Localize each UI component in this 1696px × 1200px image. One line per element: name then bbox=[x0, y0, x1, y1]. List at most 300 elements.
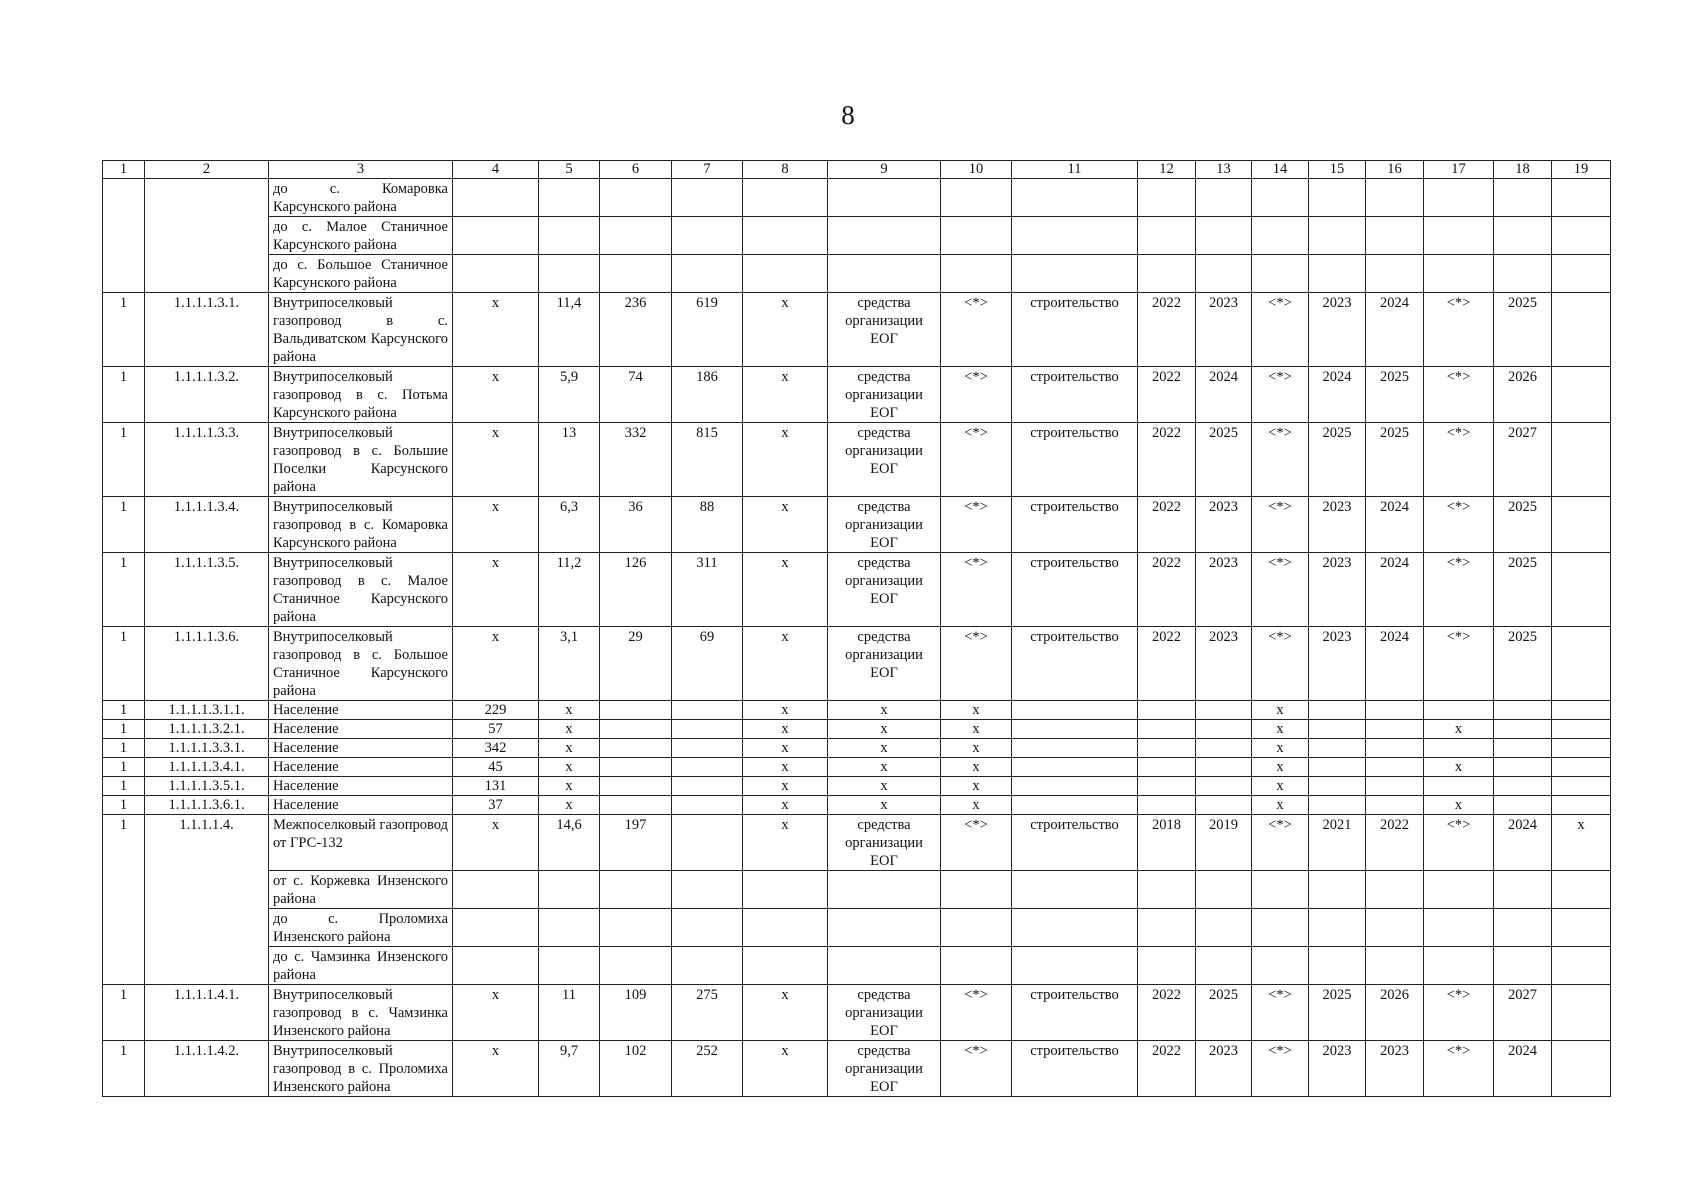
cell-col-3: Внутрипоселковый газопровод в с. Малое Станичное Карсунского района bbox=[269, 553, 453, 627]
cell-col-3: Внутрипоселковый газопровод в с. Чамзинка Инзенского района bbox=[269, 985, 453, 1041]
cell-col-19 bbox=[1552, 497, 1611, 553]
cell-col-11: строительство bbox=[1012, 815, 1138, 871]
empty-cell bbox=[1366, 217, 1424, 255]
cell-col-15 bbox=[1309, 739, 1366, 758]
cell-col-5: х bbox=[539, 701, 600, 720]
cell-col-18 bbox=[1494, 720, 1552, 739]
cell-col-5: х bbox=[539, 758, 600, 777]
cell-col-18 bbox=[1494, 739, 1552, 758]
cell-col-7: 311 bbox=[672, 553, 743, 627]
empty-cell bbox=[672, 871, 743, 909]
cell-col-3: Внутрипоселковый газопровод в с. Большое Станичное Карсунского района bbox=[269, 627, 453, 701]
cell-col-17: <*> bbox=[1424, 985, 1494, 1041]
cell-col-11 bbox=[1012, 777, 1138, 796]
cell-col-9: х bbox=[828, 739, 941, 758]
cell-col-4: х bbox=[453, 423, 539, 497]
empty-cell bbox=[1494, 909, 1552, 947]
cell-col-10: <*> bbox=[941, 553, 1012, 627]
cell-col-8: х bbox=[743, 777, 828, 796]
empty-cell bbox=[453, 947, 539, 985]
cell-col-17: х bbox=[1424, 720, 1494, 739]
cell-col-14: <*> bbox=[1252, 293, 1309, 367]
empty-cell bbox=[1424, 871, 1494, 909]
empty-cell bbox=[539, 909, 600, 947]
empty-cell bbox=[743, 179, 828, 217]
empty-cell bbox=[1012, 909, 1138, 947]
cell-col-6: 332 bbox=[600, 423, 672, 497]
cell-col-17: <*> bbox=[1424, 293, 1494, 367]
empty-cell bbox=[1494, 179, 1552, 217]
cell-col-18: 2025 bbox=[1494, 293, 1552, 367]
empty-cell bbox=[1424, 217, 1494, 255]
cell-col-18: 2025 bbox=[1494, 627, 1552, 701]
empty-cell bbox=[1309, 909, 1366, 947]
cell-col-12: 2022 bbox=[1138, 985, 1196, 1041]
column-header-18: 18 bbox=[1494, 161, 1552, 179]
empty-cell bbox=[1552, 179, 1611, 217]
column-header-6: 6 bbox=[600, 161, 672, 179]
cell-col-18: 2025 bbox=[1494, 553, 1552, 627]
cell-col-16: 2024 bbox=[1366, 497, 1424, 553]
cell-col-12: 2022 bbox=[1138, 423, 1196, 497]
empty-cell bbox=[1366, 871, 1424, 909]
cell-col-6: 126 bbox=[600, 553, 672, 627]
cell-col-4: х bbox=[453, 627, 539, 701]
column-header-17: 17 bbox=[1424, 161, 1494, 179]
table-row bbox=[103, 720, 1611, 739]
table-row bbox=[103, 739, 1611, 758]
route-segment-row bbox=[103, 871, 1611, 909]
cell-col-14: х bbox=[1252, 739, 1309, 758]
empty-cell bbox=[1196, 179, 1252, 217]
cell-col-15 bbox=[1309, 720, 1366, 739]
column-header-11: 11 bbox=[1012, 161, 1138, 179]
empty-cell bbox=[1424, 179, 1494, 217]
empty-cell bbox=[1494, 871, 1552, 909]
cell-col-5: х bbox=[539, 777, 600, 796]
column-header-16: 16 bbox=[1366, 161, 1424, 179]
empty-cell bbox=[1138, 217, 1196, 255]
cell-col-8: х bbox=[743, 1041, 828, 1097]
empty-cell bbox=[743, 255, 828, 293]
cell-col-14: <*> bbox=[1252, 985, 1309, 1041]
route-segment-row bbox=[103, 217, 1611, 255]
empty-cell bbox=[453, 179, 539, 217]
column-header-9: 9 bbox=[828, 161, 941, 179]
cell-col-19 bbox=[1552, 701, 1611, 720]
cell-col-16: 2024 bbox=[1366, 627, 1424, 701]
cell-col-15: 2023 bbox=[1309, 1041, 1366, 1097]
cell-col-11: строительство bbox=[1012, 1041, 1138, 1097]
cell-col-19 bbox=[1552, 796, 1611, 815]
empty-cell bbox=[453, 871, 539, 909]
cell-col-1: 1 bbox=[103, 796, 145, 815]
empty-cell bbox=[1309, 179, 1366, 217]
empty-cell bbox=[1424, 947, 1494, 985]
empty-cell bbox=[672, 947, 743, 985]
cell-col-4: х bbox=[453, 985, 539, 1041]
cell-col-11: строительство bbox=[1012, 553, 1138, 627]
cell-col-19: х bbox=[1552, 815, 1611, 871]
cell-col-6: 109 bbox=[600, 985, 672, 1041]
cell-col-4: х bbox=[453, 1041, 539, 1097]
cell-col-12 bbox=[1138, 796, 1196, 815]
cell-col-6: 236 bbox=[600, 293, 672, 367]
empty-cell bbox=[103, 871, 145, 909]
cell-col-1: 1 bbox=[103, 293, 145, 367]
empty-cell bbox=[1252, 179, 1309, 217]
cell-col-2: 1.1.1.1.3.5. bbox=[145, 553, 269, 627]
cell-col-15: 2023 bbox=[1309, 497, 1366, 553]
empty-cell bbox=[743, 871, 828, 909]
cell-col-2: 1.1.1.1.3.3. bbox=[145, 423, 269, 497]
empty-cell bbox=[539, 871, 600, 909]
cell-col-11 bbox=[1012, 796, 1138, 815]
cell-col-15 bbox=[1309, 701, 1366, 720]
cell-col-6 bbox=[600, 739, 672, 758]
cell-col-9: средства организации ЕОГ bbox=[828, 815, 941, 871]
empty-cell bbox=[1138, 909, 1196, 947]
cell-col-16: 2022 bbox=[1366, 815, 1424, 871]
cell-col-17: <*> bbox=[1424, 1041, 1494, 1097]
cell-col-16: 2025 bbox=[1366, 367, 1424, 423]
empty-cell bbox=[1309, 871, 1366, 909]
cell-col-2: 1.1.1.1.4.1. bbox=[145, 985, 269, 1041]
empty-cell bbox=[600, 871, 672, 909]
cell-col-13: 2023 bbox=[1196, 1041, 1252, 1097]
empty-cell bbox=[1552, 871, 1611, 909]
cell-col-1: 1 bbox=[103, 497, 145, 553]
column-header-12: 12 bbox=[1138, 161, 1196, 179]
route-segment-row bbox=[103, 179, 1611, 217]
cell-col-10: <*> bbox=[941, 367, 1012, 423]
cell-col-12: 2018 bbox=[1138, 815, 1196, 871]
cell-col-6: 197 bbox=[600, 815, 672, 871]
cell-col-12: 2022 bbox=[1138, 367, 1196, 423]
cell-col-18: 2026 bbox=[1494, 367, 1552, 423]
column-header-3: 3 bbox=[269, 161, 453, 179]
cell-col-6 bbox=[600, 720, 672, 739]
cell-col-17: <*> bbox=[1424, 367, 1494, 423]
empty-cell bbox=[145, 255, 269, 293]
cell-col-11 bbox=[1012, 720, 1138, 739]
cell-col-5: 11 bbox=[539, 985, 600, 1041]
page-number: 8 bbox=[841, 100, 855, 130]
cell-col-3: Население bbox=[269, 758, 453, 777]
cell-col-16: 2025 bbox=[1366, 423, 1424, 497]
route-segment-row bbox=[103, 255, 1611, 293]
cell-col-14: х bbox=[1252, 720, 1309, 739]
cell-col-17: <*> bbox=[1424, 497, 1494, 553]
column-header-7: 7 bbox=[672, 161, 743, 179]
cell-col-13 bbox=[1196, 796, 1252, 815]
empty-cell bbox=[1309, 255, 1366, 293]
empty-cell bbox=[1309, 947, 1366, 985]
cell-col-9: средства организации ЕОГ bbox=[828, 553, 941, 627]
cell-col-1: 1 bbox=[103, 627, 145, 701]
cell-col-12 bbox=[1138, 739, 1196, 758]
cell-col-17 bbox=[1424, 739, 1494, 758]
cell-col-10: <*> bbox=[941, 497, 1012, 553]
empty-cell bbox=[828, 255, 941, 293]
cell-col-4: 131 bbox=[453, 777, 539, 796]
cell-col-5: 9,7 bbox=[539, 1041, 600, 1097]
cell-col-17: <*> bbox=[1424, 815, 1494, 871]
cell-col-14: <*> bbox=[1252, 1041, 1309, 1097]
cell-col-11 bbox=[1012, 758, 1138, 777]
cell-col-15 bbox=[1309, 758, 1366, 777]
cell-col-15: 2025 bbox=[1309, 423, 1366, 497]
cell-col-1: 1 bbox=[103, 367, 145, 423]
cell-col-3: Население bbox=[269, 701, 453, 720]
cell-col-4: 37 bbox=[453, 796, 539, 815]
cell-col-8: х bbox=[743, 739, 828, 758]
empty-cell bbox=[743, 909, 828, 947]
empty-cell bbox=[103, 217, 145, 255]
column-header-15: 15 bbox=[1309, 161, 1366, 179]
cell-col-15: 2025 bbox=[1309, 985, 1366, 1041]
cell-col-3: Внутрипоселковый газопровод в с. Большие Поселки Карсунского района bbox=[269, 423, 453, 497]
cell-col-8: х bbox=[743, 497, 828, 553]
column-number-row bbox=[103, 161, 1611, 179]
cell-col-16 bbox=[1366, 796, 1424, 815]
column-header-19: 19 bbox=[1552, 161, 1611, 179]
cell-col-7 bbox=[672, 777, 743, 796]
empty-cell bbox=[1366, 909, 1424, 947]
cell-col-9: средства организации ЕОГ bbox=[828, 423, 941, 497]
cell-col-5: 11,4 bbox=[539, 293, 600, 367]
cell-col-12: 2022 bbox=[1138, 627, 1196, 701]
empty-cell bbox=[1252, 909, 1309, 947]
cell-col-17: <*> bbox=[1424, 423, 1494, 497]
cell-col-1: 1 bbox=[103, 553, 145, 627]
empty-cell bbox=[1196, 255, 1252, 293]
cell-col-17: х bbox=[1424, 758, 1494, 777]
cell-col-14: <*> bbox=[1252, 815, 1309, 871]
cell-col-1: 1 bbox=[103, 701, 145, 720]
cell-col-14: х bbox=[1252, 796, 1309, 815]
empty-cell bbox=[941, 909, 1012, 947]
cell-col-14: х bbox=[1252, 777, 1309, 796]
cell-col-5: 6,3 bbox=[539, 497, 600, 553]
cell-col-9: х bbox=[828, 758, 941, 777]
route-segment-text: до с. Проломиха Инзенского района bbox=[269, 909, 453, 947]
empty-cell bbox=[453, 909, 539, 947]
empty-cell bbox=[1366, 947, 1424, 985]
cell-col-16 bbox=[1366, 739, 1424, 758]
cell-col-2: 1.1.1.1.4.2. bbox=[145, 1041, 269, 1097]
empty-cell bbox=[1309, 217, 1366, 255]
route-segment-text: до с. Чамзинка Инзенского района bbox=[269, 947, 453, 985]
cell-col-10: х bbox=[941, 720, 1012, 739]
cell-col-18: 2024 bbox=[1494, 815, 1552, 871]
cell-col-13: 2023 bbox=[1196, 627, 1252, 701]
cell-col-10: <*> bbox=[941, 985, 1012, 1041]
empty-cell bbox=[941, 947, 1012, 985]
table-row bbox=[103, 627, 1611, 701]
empty-cell bbox=[1196, 909, 1252, 947]
empty-cell bbox=[828, 217, 941, 255]
cell-col-16: 2024 bbox=[1366, 553, 1424, 627]
cell-col-13: 2025 bbox=[1196, 985, 1252, 1041]
empty-cell bbox=[1252, 217, 1309, 255]
cell-col-16: 2024 bbox=[1366, 293, 1424, 367]
cell-col-14: <*> bbox=[1252, 553, 1309, 627]
cell-col-4: 45 bbox=[453, 758, 539, 777]
cell-col-4: х bbox=[453, 815, 539, 871]
cell-col-8: х bbox=[743, 423, 828, 497]
cell-col-7: 619 bbox=[672, 293, 743, 367]
table-row bbox=[103, 985, 1611, 1041]
cell-col-17 bbox=[1424, 777, 1494, 796]
cell-col-8: х bbox=[743, 367, 828, 423]
cell-col-17: <*> bbox=[1424, 553, 1494, 627]
cell-col-19 bbox=[1552, 553, 1611, 627]
empty-cell bbox=[1196, 871, 1252, 909]
empty-cell bbox=[828, 179, 941, 217]
empty-cell bbox=[1552, 909, 1611, 947]
table-row bbox=[103, 553, 1611, 627]
cell-col-19 bbox=[1552, 627, 1611, 701]
empty-cell bbox=[1012, 255, 1138, 293]
cell-col-6: 74 bbox=[600, 367, 672, 423]
cell-col-11: строительство bbox=[1012, 367, 1138, 423]
cell-col-8: х bbox=[743, 985, 828, 1041]
cell-col-18: 2027 bbox=[1494, 423, 1552, 497]
cell-col-12 bbox=[1138, 701, 1196, 720]
cell-col-13: 2023 bbox=[1196, 293, 1252, 367]
cell-col-13 bbox=[1196, 739, 1252, 758]
empty-cell bbox=[743, 217, 828, 255]
cell-col-2: 1.1.1.1.3.4. bbox=[145, 497, 269, 553]
table-row bbox=[103, 815, 1611, 871]
cell-col-13: 2023 bbox=[1196, 497, 1252, 553]
cell-col-8: х bbox=[743, 553, 828, 627]
cell-col-1: 1 bbox=[103, 815, 145, 871]
cell-col-12: 2022 bbox=[1138, 553, 1196, 627]
cell-col-10: х bbox=[941, 701, 1012, 720]
cell-col-5: 11,2 bbox=[539, 553, 600, 627]
cell-col-17: х bbox=[1424, 796, 1494, 815]
cell-col-5: 13 bbox=[539, 423, 600, 497]
empty-cell bbox=[453, 255, 539, 293]
column-header-8: 8 bbox=[743, 161, 828, 179]
cell-col-10: х bbox=[941, 758, 1012, 777]
empty-cell bbox=[1494, 255, 1552, 293]
column-header-10: 10 bbox=[941, 161, 1012, 179]
cell-col-19 bbox=[1552, 1041, 1611, 1097]
cell-col-3: Население bbox=[269, 720, 453, 739]
cell-col-16 bbox=[1366, 758, 1424, 777]
empty-cell bbox=[1138, 871, 1196, 909]
cell-col-10: х bbox=[941, 739, 1012, 758]
cell-col-5: 3,1 bbox=[539, 627, 600, 701]
empty-cell bbox=[828, 871, 941, 909]
table-row bbox=[103, 497, 1611, 553]
route-segment-text: от с. Коржевка Инзенского района bbox=[269, 871, 453, 909]
route-segment-text: до с. Комаровка Карсунского района bbox=[269, 179, 453, 217]
cell-col-17 bbox=[1424, 701, 1494, 720]
cell-col-6: 36 bbox=[600, 497, 672, 553]
route-segment-text: до с. Большое Станичное Карсунского района bbox=[269, 255, 453, 293]
empty-cell bbox=[1012, 947, 1138, 985]
cell-col-3: Население bbox=[269, 777, 453, 796]
empty-cell bbox=[1196, 947, 1252, 985]
empty-cell bbox=[672, 217, 743, 255]
cell-col-12: 2022 bbox=[1138, 497, 1196, 553]
cell-col-5: 5,9 bbox=[539, 367, 600, 423]
cell-col-13 bbox=[1196, 701, 1252, 720]
empty-cell bbox=[828, 947, 941, 985]
table-row bbox=[103, 293, 1611, 367]
cell-col-11: строительство bbox=[1012, 423, 1138, 497]
empty-cell bbox=[1494, 217, 1552, 255]
cell-col-3: Внутрипоселковый газопровод в с. Проломиха Инзенского района bbox=[269, 1041, 453, 1097]
cell-col-17: <*> bbox=[1424, 627, 1494, 701]
cell-col-9: средства организации ЕОГ bbox=[828, 497, 941, 553]
cell-col-7: 275 bbox=[672, 985, 743, 1041]
cell-col-7 bbox=[672, 739, 743, 758]
cell-col-16: 2026 bbox=[1366, 985, 1424, 1041]
empty-cell bbox=[941, 255, 1012, 293]
cell-col-18: 2024 bbox=[1494, 1041, 1552, 1097]
cell-col-2: 1.1.1.1.3.6. bbox=[145, 627, 269, 701]
cell-col-2: 1.1.1.1.3.6.1. bbox=[145, 796, 269, 815]
empty-cell bbox=[828, 909, 941, 947]
cell-col-6: 29 bbox=[600, 627, 672, 701]
cell-col-15: 2023 bbox=[1309, 293, 1366, 367]
cell-col-15: 2023 bbox=[1309, 627, 1366, 701]
empty-cell bbox=[1138, 947, 1196, 985]
table-row bbox=[103, 758, 1611, 777]
cell-col-16: 2023 bbox=[1366, 1041, 1424, 1097]
empty-cell bbox=[1424, 909, 1494, 947]
cell-col-19 bbox=[1552, 739, 1611, 758]
cell-col-14: <*> bbox=[1252, 627, 1309, 701]
empty-cell bbox=[145, 871, 269, 909]
empty-cell bbox=[672, 255, 743, 293]
cell-col-1: 1 bbox=[103, 423, 145, 497]
cell-col-7: 252 bbox=[672, 1041, 743, 1097]
cell-col-10: <*> bbox=[941, 815, 1012, 871]
cell-col-18 bbox=[1494, 777, 1552, 796]
cell-col-19 bbox=[1552, 367, 1611, 423]
cell-col-7 bbox=[672, 815, 743, 871]
cell-col-8: х bbox=[743, 720, 828, 739]
empty-cell bbox=[103, 947, 145, 985]
cell-col-19 bbox=[1552, 758, 1611, 777]
gas-pipeline-table bbox=[102, 160, 1611, 1097]
cell-col-7: 186 bbox=[672, 367, 743, 423]
cell-col-12 bbox=[1138, 758, 1196, 777]
table-row bbox=[103, 796, 1611, 815]
empty-cell bbox=[672, 909, 743, 947]
cell-col-5: 14,6 bbox=[539, 815, 600, 871]
cell-col-8: х bbox=[743, 293, 828, 367]
cell-col-6 bbox=[600, 701, 672, 720]
cell-col-12: 2022 bbox=[1138, 1041, 1196, 1097]
empty-cell bbox=[145, 909, 269, 947]
cell-col-14: <*> bbox=[1252, 423, 1309, 497]
cell-col-5: х bbox=[539, 720, 600, 739]
cell-col-11: строительство bbox=[1012, 293, 1138, 367]
cell-col-16 bbox=[1366, 720, 1424, 739]
empty-cell bbox=[941, 179, 1012, 217]
empty-cell bbox=[600, 179, 672, 217]
cell-col-7 bbox=[672, 720, 743, 739]
cell-col-1: 1 bbox=[103, 985, 145, 1041]
cell-col-11: строительство bbox=[1012, 627, 1138, 701]
